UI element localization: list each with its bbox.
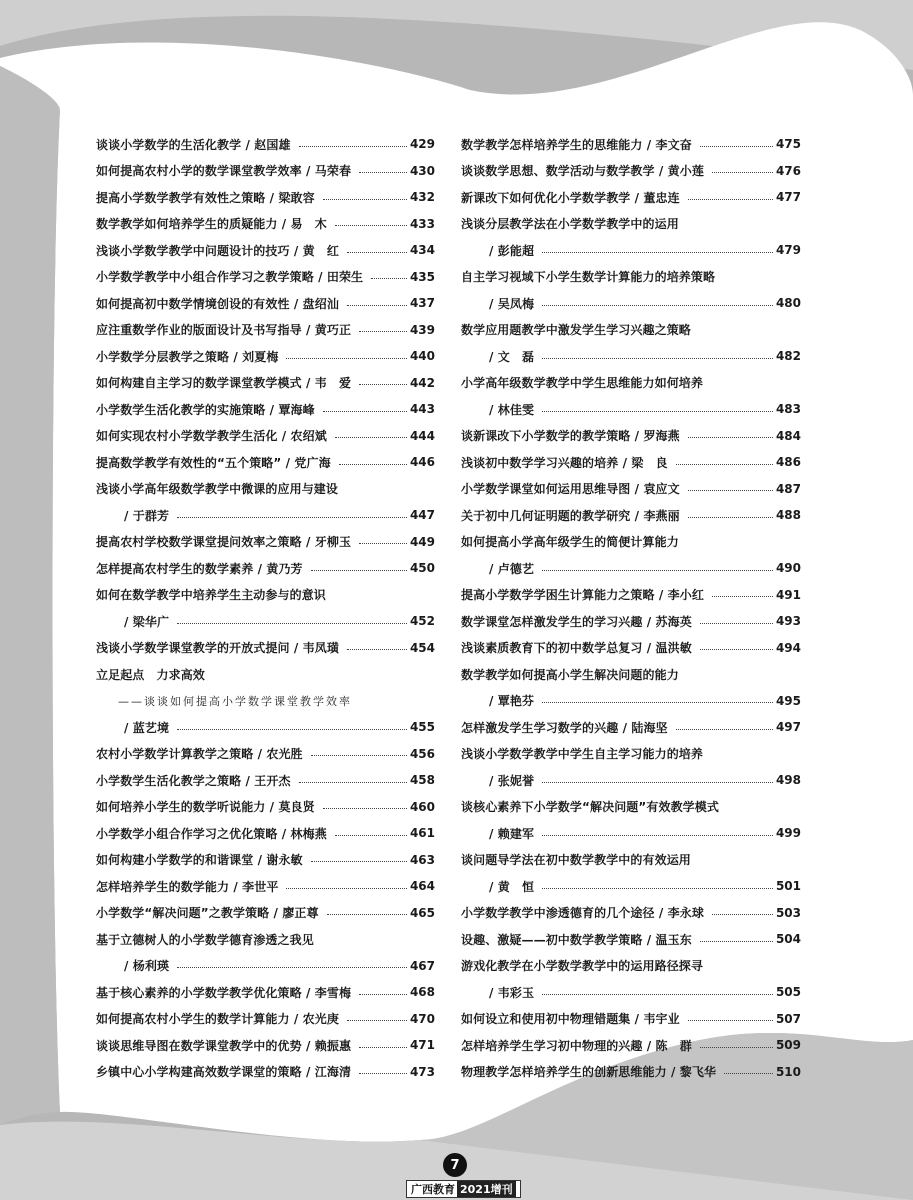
toc-right-column bbox=[461, 131, 801, 1085]
dot-leader bbox=[286, 358, 406, 359]
toc-entry-title: 小学数学教学中渗透德育的几个途径 / 李永球 bbox=[461, 906, 704, 921]
toc-entry-title: 如何构建小学数学的和谐课堂 / 谢永敏 bbox=[96, 853, 303, 868]
toc-entry bbox=[96, 1059, 435, 1086]
dot-leader bbox=[359, 384, 407, 385]
toc-entry-title: 谈谈数学思想、数学活动与数学教学 / 黄小莲 bbox=[461, 164, 704, 179]
toc-entry-title: / 蓝艺境 bbox=[124, 720, 170, 735]
toc-entry-title: 如何在数学教学中培养学生主动参与的意识 bbox=[96, 588, 326, 603]
toc-entry-page: 476 bbox=[775, 163, 801, 178]
toc-entry-page: 432 bbox=[409, 190, 435, 205]
toc-entry bbox=[461, 555, 801, 582]
toc-entry-page: 458 bbox=[409, 773, 435, 788]
toc-entry-page: 483 bbox=[775, 402, 801, 417]
dot-leader bbox=[359, 994, 407, 995]
dot-leader bbox=[299, 146, 407, 147]
toc-entry-title: 谈谈小学数学的生活化教学 / 赵国雄 bbox=[96, 137, 291, 152]
toc-entry bbox=[96, 264, 435, 291]
toc-entry bbox=[96, 635, 435, 662]
dot-leader bbox=[359, 331, 407, 332]
toc-entry-page: 468 bbox=[409, 985, 435, 1000]
dot-leader bbox=[359, 172, 407, 173]
dot-leader bbox=[335, 225, 407, 226]
toc-entry bbox=[96, 979, 435, 1006]
toc-entry bbox=[461, 184, 801, 211]
toc-entry-title: 浅谈小学高年级数学教学中微课的应用与建设 bbox=[96, 482, 339, 497]
toc-entry-page: 430 bbox=[409, 163, 435, 178]
toc-entry-page: 488 bbox=[775, 508, 801, 523]
toc-entry bbox=[461, 847, 801, 874]
toc-entry bbox=[96, 237, 435, 264]
toc-entry-title: / 张妮誉 bbox=[489, 773, 535, 788]
journal-issue: 2021增刊 bbox=[457, 1181, 516, 1197]
toc-entry-title: 谈谈思维导图在数学课堂教学中的优势 / 赖振惠 bbox=[96, 1038, 352, 1053]
dot-leader bbox=[299, 782, 407, 783]
toc-entry-title: / 于群芳 bbox=[124, 508, 170, 523]
toc-entry-page: 455 bbox=[409, 720, 435, 735]
toc-entry bbox=[96, 767, 435, 794]
toc-entry-page: 501 bbox=[775, 879, 801, 894]
toc-entry-page: 479 bbox=[775, 243, 801, 258]
dot-leader bbox=[359, 1047, 407, 1048]
toc-entry-title: / 卢德艺 bbox=[489, 561, 535, 576]
toc-entry-title: 基于立德树人的小学数学德育渗透之我见 bbox=[96, 932, 314, 947]
toc-entry bbox=[96, 794, 435, 821]
toc-entry-page: 487 bbox=[775, 481, 801, 496]
toc-entry-page: 454 bbox=[409, 640, 435, 655]
toc-entry-page: 505 bbox=[775, 985, 801, 1000]
toc-entry bbox=[461, 131, 801, 158]
toc-entry-title: 谈问题导学法在初中数学教学中的有效运用 bbox=[461, 853, 691, 868]
toc-entry-page: 494 bbox=[775, 640, 801, 655]
toc-entry-page: 503 bbox=[775, 905, 801, 920]
toc-entry-page: 434 bbox=[409, 243, 435, 258]
toc-entry-title: / 林佳雯 bbox=[489, 402, 535, 417]
toc-entry-page: 470 bbox=[409, 1011, 435, 1026]
toc-entry bbox=[461, 211, 801, 238]
toc-entry-title: 浅谈小学数学教学中学生自主学习能力的培养 bbox=[461, 747, 704, 762]
toc-entry bbox=[461, 953, 801, 980]
toc-entry-page: 439 bbox=[409, 322, 435, 337]
dot-leader bbox=[339, 464, 407, 465]
toc-entry-title: 如何构建自主学习的数学课堂教学模式 / 韦 爱 bbox=[96, 376, 352, 391]
toc-entry-page: 509 bbox=[775, 1038, 801, 1053]
dot-leader bbox=[177, 967, 407, 968]
toc-entry bbox=[96, 317, 435, 344]
toc-entry-page: 473 bbox=[409, 1064, 435, 1079]
toc-entry bbox=[461, 1059, 801, 1086]
dot-leader bbox=[542, 888, 773, 889]
toc-entry bbox=[461, 794, 801, 821]
dot-leader bbox=[700, 1047, 773, 1048]
toc-entry-title: 游戏化教学在小学数学教学中的运用路径探寻 bbox=[461, 959, 704, 974]
toc-entry-page: 435 bbox=[409, 269, 435, 284]
toc-entry-title: 如何培养小学生的数学听说能力 / 莫良贤 bbox=[96, 800, 315, 815]
toc-entry-title: 浅谈初中数学学习兴趣的培养 / 梁 良 bbox=[461, 455, 668, 470]
toc-entry-page: 464 bbox=[409, 879, 435, 894]
toc-entry bbox=[461, 900, 801, 927]
dot-leader bbox=[323, 808, 407, 809]
dot-leader bbox=[688, 199, 773, 200]
toc-entry bbox=[461, 317, 801, 344]
journal-tag bbox=[406, 1180, 521, 1198]
toc-entry-title: 小学数学小组合作学习之优化策略 / 林梅燕 bbox=[96, 826, 327, 841]
toc-entry bbox=[96, 555, 435, 582]
toc-entry bbox=[96, 1032, 435, 1059]
toc-entry bbox=[96, 502, 435, 529]
toc-entry-page: 460 bbox=[409, 799, 435, 814]
toc-entry bbox=[96, 900, 435, 927]
dot-leader bbox=[700, 649, 773, 650]
dot-leader bbox=[347, 305, 407, 306]
dot-leader bbox=[712, 172, 773, 173]
toc-entry-title: 小学数学生活化教学的实施策略 / 覃海峰 bbox=[96, 402, 315, 417]
toc-entry-page: 465 bbox=[409, 905, 435, 920]
dot-leader bbox=[177, 623, 407, 624]
toc-entry-title: 浅谈素质教育下的初中数学总复习 / 温洪敏 bbox=[461, 641, 692, 656]
toc-entry-page: 475 bbox=[775, 137, 801, 152]
toc-entry bbox=[96, 529, 435, 556]
dot-leader bbox=[542, 411, 773, 412]
dot-leader bbox=[311, 861, 407, 862]
toc-entry bbox=[461, 582, 801, 609]
toc-entry-page: 486 bbox=[775, 455, 801, 470]
toc-entry-title: 乡镇中心小学构建高效数学课堂的策略 / 江海清 bbox=[96, 1065, 352, 1080]
toc-entry bbox=[96, 423, 435, 450]
toc-entry bbox=[461, 979, 801, 1006]
toc-entry-page: 456 bbox=[409, 746, 435, 761]
toc-entry-title: 数学应用题教学中激发学生学习兴趣之策略 bbox=[461, 323, 691, 338]
toc-entry-title: 提高数学教学有效性的“五个策略” / 党广海 bbox=[96, 455, 331, 470]
toc-entry bbox=[461, 1006, 801, 1033]
dot-leader bbox=[359, 1073, 407, 1074]
dot-leader bbox=[327, 914, 407, 915]
dot-leader bbox=[676, 729, 773, 730]
toc-entry-title: 基于核心素养的小学数学教学优化策略 / 李雪梅 bbox=[96, 985, 352, 1000]
dot-leader bbox=[347, 1020, 407, 1021]
toc-entry bbox=[96, 688, 435, 715]
dot-leader bbox=[542, 835, 773, 836]
toc-entry bbox=[461, 688, 801, 715]
dot-leader bbox=[542, 252, 773, 253]
dot-leader bbox=[542, 358, 773, 359]
toc-entry bbox=[96, 661, 435, 688]
toc-entry-title: 怎样激发学生学习数学的兴趣 / 陆海坚 bbox=[461, 720, 668, 735]
toc-entry-title: / 文 磊 bbox=[489, 349, 535, 364]
dot-leader bbox=[688, 490, 773, 491]
toc-entry bbox=[96, 396, 435, 423]
toc-entry bbox=[96, 714, 435, 741]
toc-entry-page: 495 bbox=[775, 693, 801, 708]
toc-entry-subtitle: ——谈谈如何提高小学数学课堂教学效率 bbox=[118, 694, 352, 708]
toc-entry bbox=[461, 158, 801, 185]
toc-entry-title: / 梁华广 bbox=[124, 614, 170, 629]
dot-leader bbox=[724, 1073, 773, 1074]
toc-entry-title: / 覃艳芬 bbox=[489, 694, 535, 709]
toc-entry bbox=[461, 873, 801, 900]
toc-entry bbox=[96, 1006, 435, 1033]
toc-entry bbox=[461, 529, 801, 556]
toc-entry-page: 490 bbox=[775, 561, 801, 576]
toc-entry-page: 484 bbox=[775, 428, 801, 443]
toc-entry-page: 452 bbox=[409, 614, 435, 629]
toc-entry-title: 关于初中几何证明题的教学研究 / 李燕丽 bbox=[461, 508, 680, 523]
toc-entry-title: 小学高年级数学教学中学生思维能力如何培养 bbox=[461, 376, 704, 391]
toc-entry-title: 如何提高初中数学情境创设的有效性 / 盘绍汕 bbox=[96, 296, 339, 311]
toc-entry bbox=[96, 449, 435, 476]
dot-leader bbox=[712, 914, 773, 915]
toc-entry-title: 农村小学数学计算教学之策略 / 农光胜 bbox=[96, 747, 303, 762]
dot-leader bbox=[700, 146, 773, 147]
toc-entry-title: / 赖建军 bbox=[489, 826, 535, 841]
toc-entry-page: 497 bbox=[775, 720, 801, 735]
dot-leader bbox=[311, 570, 407, 571]
toc-entry-page: 449 bbox=[409, 534, 435, 549]
toc-entry-title: 数学教学怎样培养学生的思维能力 / 李文奋 bbox=[461, 137, 692, 152]
toc-entry-title: 如何提高小学高年级学生的简便计算能力 bbox=[461, 535, 679, 550]
toc-entry bbox=[96, 370, 435, 397]
toc-entry-title: 设趣、激疑——初中数学教学策略 / 温玉东 bbox=[461, 932, 692, 947]
toc-entry-title: 怎样培养学生的数学能力 / 李世平 bbox=[96, 879, 279, 894]
dot-leader bbox=[542, 570, 773, 571]
toc-entry-page: 477 bbox=[775, 190, 801, 205]
dot-leader bbox=[347, 649, 407, 650]
toc-entry bbox=[461, 264, 801, 291]
toc-entry bbox=[96, 926, 435, 953]
dot-leader bbox=[323, 199, 407, 200]
toc-entry bbox=[96, 131, 435, 158]
toc-entry-page: 440 bbox=[409, 349, 435, 364]
toc-entry bbox=[461, 396, 801, 423]
dot-leader bbox=[688, 1020, 773, 1021]
toc-entry bbox=[461, 502, 801, 529]
toc-entry-title: 物理教学怎样培养学生的创新思维能力 / 黎飞华 bbox=[461, 1065, 717, 1080]
toc-entry bbox=[461, 1032, 801, 1059]
toc-entry-title: 如何设立和使用初中物理错题集 / 韦宇业 bbox=[461, 1012, 680, 1027]
toc-entry-title: 小学数学“解决问题”之教学策略 / 廖正尊 bbox=[96, 906, 319, 921]
dot-leader bbox=[688, 437, 773, 438]
toc-entry-page: 504 bbox=[775, 932, 801, 947]
dot-leader bbox=[335, 437, 407, 438]
toc-left-column bbox=[96, 131, 435, 1085]
toc-entry-page: 493 bbox=[775, 614, 801, 629]
toc-entry-page: 444 bbox=[409, 428, 435, 443]
toc-entry-title: 浅谈小学数学课堂教学的开放式提问 / 韦凤璜 bbox=[96, 641, 339, 656]
toc-entry bbox=[96, 290, 435, 317]
toc-entry-page: 499 bbox=[775, 826, 801, 841]
toc-entry bbox=[461, 290, 801, 317]
toc-entry bbox=[96, 873, 435, 900]
toc-entry-page: 507 bbox=[775, 1011, 801, 1026]
toc-entry bbox=[96, 184, 435, 211]
toc-entry-title: 应注重数学作业的版面设计及书写指导 / 黄巧正 bbox=[96, 323, 352, 338]
toc-entry bbox=[461, 343, 801, 370]
toc-entry-page: 463 bbox=[409, 852, 435, 867]
toc-entry-page: 433 bbox=[409, 216, 435, 231]
toc-entry bbox=[96, 847, 435, 874]
toc-entry-page: 467 bbox=[409, 958, 435, 973]
dot-leader bbox=[347, 252, 407, 253]
toc-entry bbox=[96, 582, 435, 609]
toc-entry-title: / 韦彩玉 bbox=[489, 985, 535, 1000]
dot-leader bbox=[688, 517, 773, 518]
toc-entry bbox=[96, 476, 435, 503]
toc-entry-page: 442 bbox=[409, 375, 435, 390]
toc-entry-page: 447 bbox=[409, 508, 435, 523]
toc-entry-title: 如何提高农村小学的数学课堂教学效率 / 马荣春 bbox=[96, 164, 352, 179]
dot-leader bbox=[177, 729, 407, 730]
toc-entry-title: 数学教学如何提高小学生解决问题的能力 bbox=[461, 667, 679, 682]
toc-entry bbox=[461, 926, 801, 953]
toc-entry-title: 怎样培养学生学习初中物理的兴趣 / 陈 群 bbox=[461, 1038, 692, 1053]
toc-entry-title: 自主学习视域下小学生数学计算能力的培养策略 bbox=[461, 270, 716, 285]
toc-entry-title: 小学数学分层教学之策略 / 刘夏梅 bbox=[96, 349, 279, 364]
toc-entry-page: 471 bbox=[409, 1038, 435, 1053]
toc-entry-page: 443 bbox=[409, 402, 435, 417]
toc-entry-title: 如何实现农村小学数学教学生活化 / 农绍斌 bbox=[96, 429, 327, 444]
dot-leader bbox=[700, 941, 773, 942]
dot-leader bbox=[676, 464, 773, 465]
toc-entry bbox=[96, 158, 435, 185]
journal-name: 广西教育 bbox=[411, 1183, 455, 1196]
toc-entry bbox=[96, 343, 435, 370]
toc-entry-title: 小学数学生活化教学之策略 / 王开杰 bbox=[96, 773, 291, 788]
dot-leader bbox=[359, 543, 407, 544]
toc-entry bbox=[461, 449, 801, 476]
dot-leader bbox=[542, 702, 773, 703]
page-number-badge: 7 bbox=[443, 1153, 467, 1177]
dot-leader bbox=[286, 888, 406, 889]
dot-leader bbox=[371, 278, 407, 279]
dot-leader bbox=[323, 411, 407, 412]
toc-entry-title: 提高农村学校数学课堂提问效率之策略 / 牙柳玉 bbox=[96, 535, 352, 550]
toc-entry bbox=[96, 953, 435, 980]
toc-entry bbox=[461, 820, 801, 847]
toc-entry-title: 如何提高农村小学生的数学计算能力 / 农光庚 bbox=[96, 1012, 339, 1027]
toc-entry bbox=[461, 661, 801, 688]
toc-entry-title: 怎样提高农村学生的数学素养 / 黄乃芳 bbox=[96, 561, 303, 576]
toc-entry-title: 谈新课改下小学数学的教学策略 / 罗海燕 bbox=[461, 429, 680, 444]
dot-leader bbox=[335, 835, 407, 836]
toc-entry bbox=[461, 237, 801, 264]
toc-entry-title: 提高小学数学教学有效性之策略 / 梁敢容 bbox=[96, 190, 315, 205]
toc-entry-title: 提高小学数学学困生计算能力之策略 / 李小红 bbox=[461, 588, 704, 603]
toc-entry-page: 498 bbox=[775, 773, 801, 788]
toc-entry-page: 461 bbox=[409, 826, 435, 841]
dot-leader bbox=[311, 755, 407, 756]
toc-entry-title: / 吴凤梅 bbox=[489, 296, 535, 311]
dot-leader bbox=[542, 782, 773, 783]
toc-entry bbox=[461, 714, 801, 741]
toc-entry-page: 450 bbox=[409, 561, 435, 576]
toc-entry-title: 数学课堂怎样激发学生的学习兴趣 / 苏海英 bbox=[461, 614, 692, 629]
toc-entry-title: / 杨利瑛 bbox=[124, 959, 170, 974]
toc-entry bbox=[96, 608, 435, 635]
dot-leader bbox=[700, 623, 773, 624]
toc-entry bbox=[461, 635, 801, 662]
toc-entry-page: 491 bbox=[775, 587, 801, 602]
toc-entry bbox=[461, 370, 801, 397]
dot-leader bbox=[712, 596, 773, 597]
toc-entry bbox=[461, 608, 801, 635]
toc-entry-title: 小学数学课堂如何运用思维导图 / 袁应文 bbox=[461, 482, 680, 497]
toc-entry-title: 小学数学教学中小组合作学习之教学策略 / 田荣生 bbox=[96, 270, 364, 285]
toc-entry bbox=[461, 423, 801, 450]
toc-entry-title: 新课改下如何优化小学数学教学 / 董忠连 bbox=[461, 190, 680, 205]
dot-leader bbox=[177, 517, 407, 518]
toc-entry-title: 浅谈小学数学教学中问题设计的技巧 / 黄 红 bbox=[96, 243, 339, 258]
toc-entry-page: 510 bbox=[775, 1064, 801, 1079]
toc-entry bbox=[96, 820, 435, 847]
toc-entry-page: 437 bbox=[409, 296, 435, 311]
toc-entry-title: 浅谈分层教学法在小学数学教学中的运用 bbox=[461, 217, 679, 232]
toc-entry-page: 429 bbox=[409, 137, 435, 152]
toc-entry bbox=[461, 741, 801, 768]
toc-entry bbox=[96, 741, 435, 768]
toc-entry-title: / 彭能超 bbox=[489, 243, 535, 258]
toc-entry-title: 数学教学如何培养学生的质疑能力 / 易 木 bbox=[96, 217, 327, 232]
toc-entry-page: 482 bbox=[775, 349, 801, 364]
toc-entry-page: 446 bbox=[409, 455, 435, 470]
dot-leader bbox=[542, 994, 773, 995]
toc-entry-title: 立足起点 力求高效 bbox=[96, 667, 205, 682]
toc-entry-title: 谈核心素养下小学数学“解决问题”有效教学模式 bbox=[461, 800, 719, 815]
toc-entry-title: / 黄 恒 bbox=[489, 879, 535, 894]
dot-leader bbox=[542, 305, 773, 306]
toc-entry-page: 480 bbox=[775, 296, 801, 311]
toc-entry bbox=[96, 211, 435, 238]
toc-entry bbox=[461, 476, 801, 503]
toc-entry bbox=[461, 767, 801, 794]
